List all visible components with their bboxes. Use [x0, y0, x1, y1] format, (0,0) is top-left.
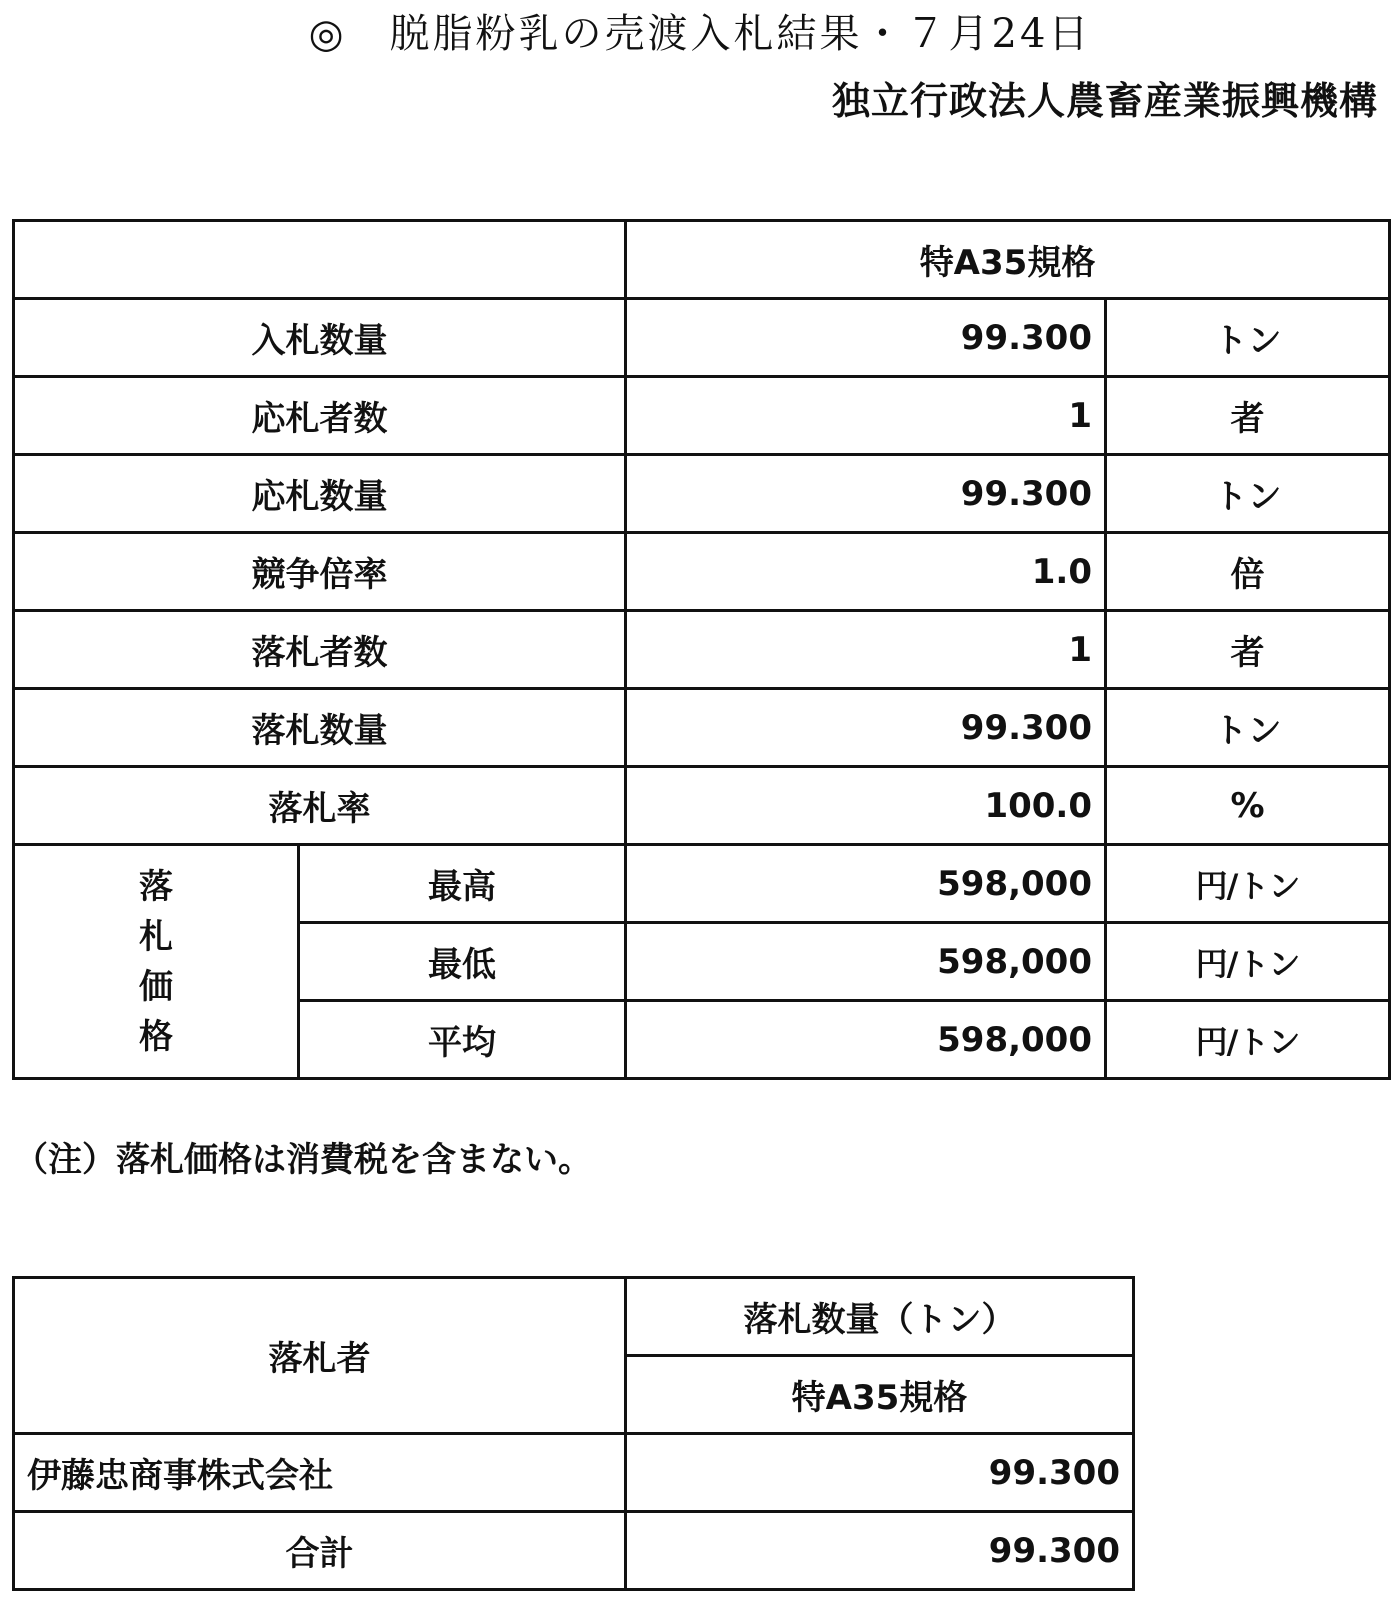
- price-label: 平均: [299, 1001, 626, 1079]
- winner-column-header: 落札者: [14, 1278, 626, 1434]
- table-row: [14, 299, 1390, 377]
- row-value: 1: [626, 377, 1106, 455]
- organization-name: 独立行政法人農畜産業振興機構: [831, 79, 1378, 123]
- row-unit: トン: [1106, 689, 1390, 767]
- row-unit: 者: [1106, 611, 1390, 689]
- table-header-row: [14, 221, 1390, 299]
- price-group-char: 価: [139, 966, 173, 1007]
- price-label: 最低: [299, 923, 626, 1001]
- row-value: 99.300: [626, 689, 1106, 767]
- price-value: 598,000: [626, 845, 1106, 923]
- row-unit: 者: [1106, 377, 1390, 455]
- price-unit: 円/トン: [1106, 923, 1390, 1001]
- winner-quantity: 99.300: [626, 1434, 1134, 1512]
- price-row: [14, 845, 1390, 923]
- bid-results-table: [12, 219, 1391, 1080]
- winners-table: [12, 1276, 1135, 1591]
- spec-column-header: 特A35規格: [626, 1356, 1134, 1434]
- price-group-char: 落: [139, 866, 173, 907]
- price-label: 最高: [299, 845, 626, 923]
- table-row: [14, 1434, 1134, 1512]
- winner-name: 伊藤忠商事株式会社: [14, 1434, 626, 1512]
- price-value: 598,000: [626, 923, 1106, 1001]
- document-title: ◎ 脱脂粉乳の売渡入札結果・７月24日: [308, 11, 1092, 57]
- row-label: 応札数量: [14, 455, 626, 533]
- header-empty-cell: [14, 221, 626, 299]
- row-value: 100.0: [626, 767, 1106, 845]
- spec-header: 特A35規格: [626, 221, 1390, 299]
- price-unit: 円/トン: [1106, 845, 1390, 923]
- row-unit: トン: [1106, 455, 1390, 533]
- row-label: 落札数量: [14, 689, 626, 767]
- row-unit: トン: [1106, 299, 1390, 377]
- row-value: 1: [626, 611, 1106, 689]
- price-group-label: [14, 845, 299, 1079]
- table-row: [14, 455, 1390, 533]
- row-label: 競争倍率: [14, 533, 626, 611]
- total-label: 合計: [14, 1512, 626, 1590]
- table-row: [14, 377, 1390, 455]
- price-group-char: 札: [139, 916, 173, 957]
- row-value: 1.0: [626, 533, 1106, 611]
- table-row: [14, 689, 1390, 767]
- row-value: 99.300: [626, 455, 1106, 533]
- row-value: 99.300: [626, 299, 1106, 377]
- price-value: 598,000: [626, 1001, 1106, 1079]
- tax-note: （注）落札価格は消費税を含まない。: [14, 1140, 592, 1180]
- total-row: [14, 1512, 1134, 1590]
- table-row: [14, 533, 1390, 611]
- row-unit: %: [1106, 767, 1390, 845]
- row-label: 落札者数: [14, 611, 626, 689]
- quantity-column-header: 落札数量（トン）: [626, 1278, 1134, 1356]
- total-value: 99.300: [626, 1512, 1134, 1590]
- row-label: 落札率: [14, 767, 626, 845]
- winners-header-row: [14, 1278, 1134, 1356]
- row-label: 応札者数: [14, 377, 626, 455]
- price-unit: 円/トン: [1106, 1001, 1390, 1079]
- table-row: [14, 767, 1390, 845]
- row-label: 入札数量: [14, 299, 626, 377]
- price-group-char: 格: [139, 1016, 173, 1057]
- row-unit: 倍: [1106, 533, 1390, 611]
- table-row: [14, 611, 1390, 689]
